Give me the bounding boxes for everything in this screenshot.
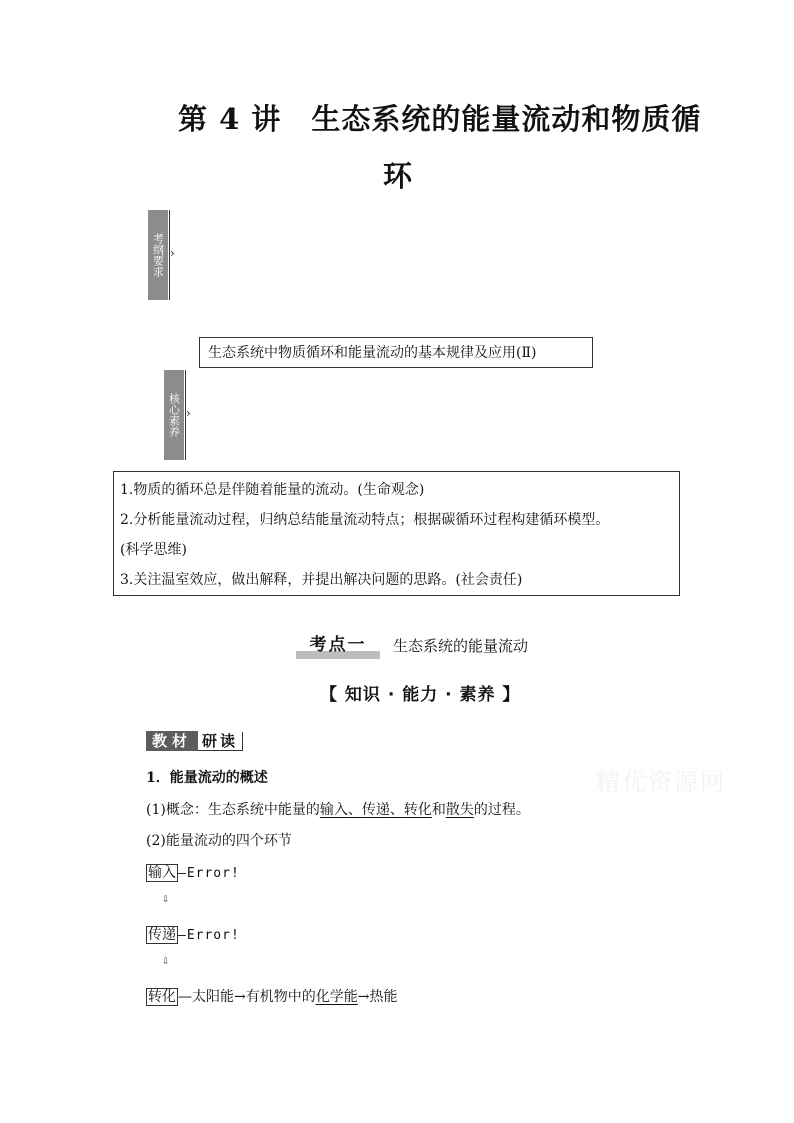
core-tab: 核心素养 — [164, 370, 184, 460]
four-steps-line: (2)能量流动的四个环节 — [146, 833, 292, 849]
watermark: 精优资源网 — [596, 768, 726, 796]
chevron-right-icon: › — [186, 406, 191, 420]
page-title-line1: 第 4 讲 生态系统的能量流动和物质循 — [178, 102, 702, 136]
requirement-tab: 考纲要求 — [148, 210, 168, 300]
section-tag-light: 研读 — [198, 732, 243, 751]
step-transfer: 传递 —Error! — [148, 927, 240, 943]
down-arrow-icon: ⇩ — [162, 895, 170, 905]
section-tag — [146, 727, 243, 751]
core-item-2-cont: (科学思维) — [120, 542, 187, 558]
core-item-2: 2.分析能量流动过程，归纳总结能量流动特点；根据碳循环过程构建循环模型。 — [120, 512, 610, 528]
concept-line: (1)概念：生态系统中能量的输入、传递、转化和散失的过程。 — [146, 802, 530, 818]
kaodian-title: 生态系统的能量流动 — [393, 637, 529, 655]
section-tag-dark: 教材 — [146, 731, 198, 751]
step-convert: 转化 —太阳能→有机物中的化学能→热能 — [148, 989, 398, 1005]
page-title-line2: 环 — [383, 159, 413, 193]
down-arrow-icon: ⇩ — [162, 957, 170, 967]
step-input: 输入 —Error! — [148, 865, 240, 881]
heading-energy-flow: 1．能量流动的概述 — [146, 770, 268, 786]
requirement-box: 生态系统中物质循环和能量流动的基本规律及应用(Ⅱ) — [199, 337, 593, 368]
core-item-1: 1.物质的循环总是伴随着能量的流动。(生命观念) — [120, 482, 425, 498]
knowledge-header: 【 知识 · 能力 · 素养 】 — [320, 685, 521, 705]
core-literacy-box — [113, 471, 680, 596]
core-item-3: 3.关注温室效应，做出解释，并提出解决问题的思路。(社会责任) — [120, 572, 523, 588]
chevron-right-icon: › — [170, 246, 175, 260]
kaodian-label: 考点一 — [296, 633, 380, 659]
